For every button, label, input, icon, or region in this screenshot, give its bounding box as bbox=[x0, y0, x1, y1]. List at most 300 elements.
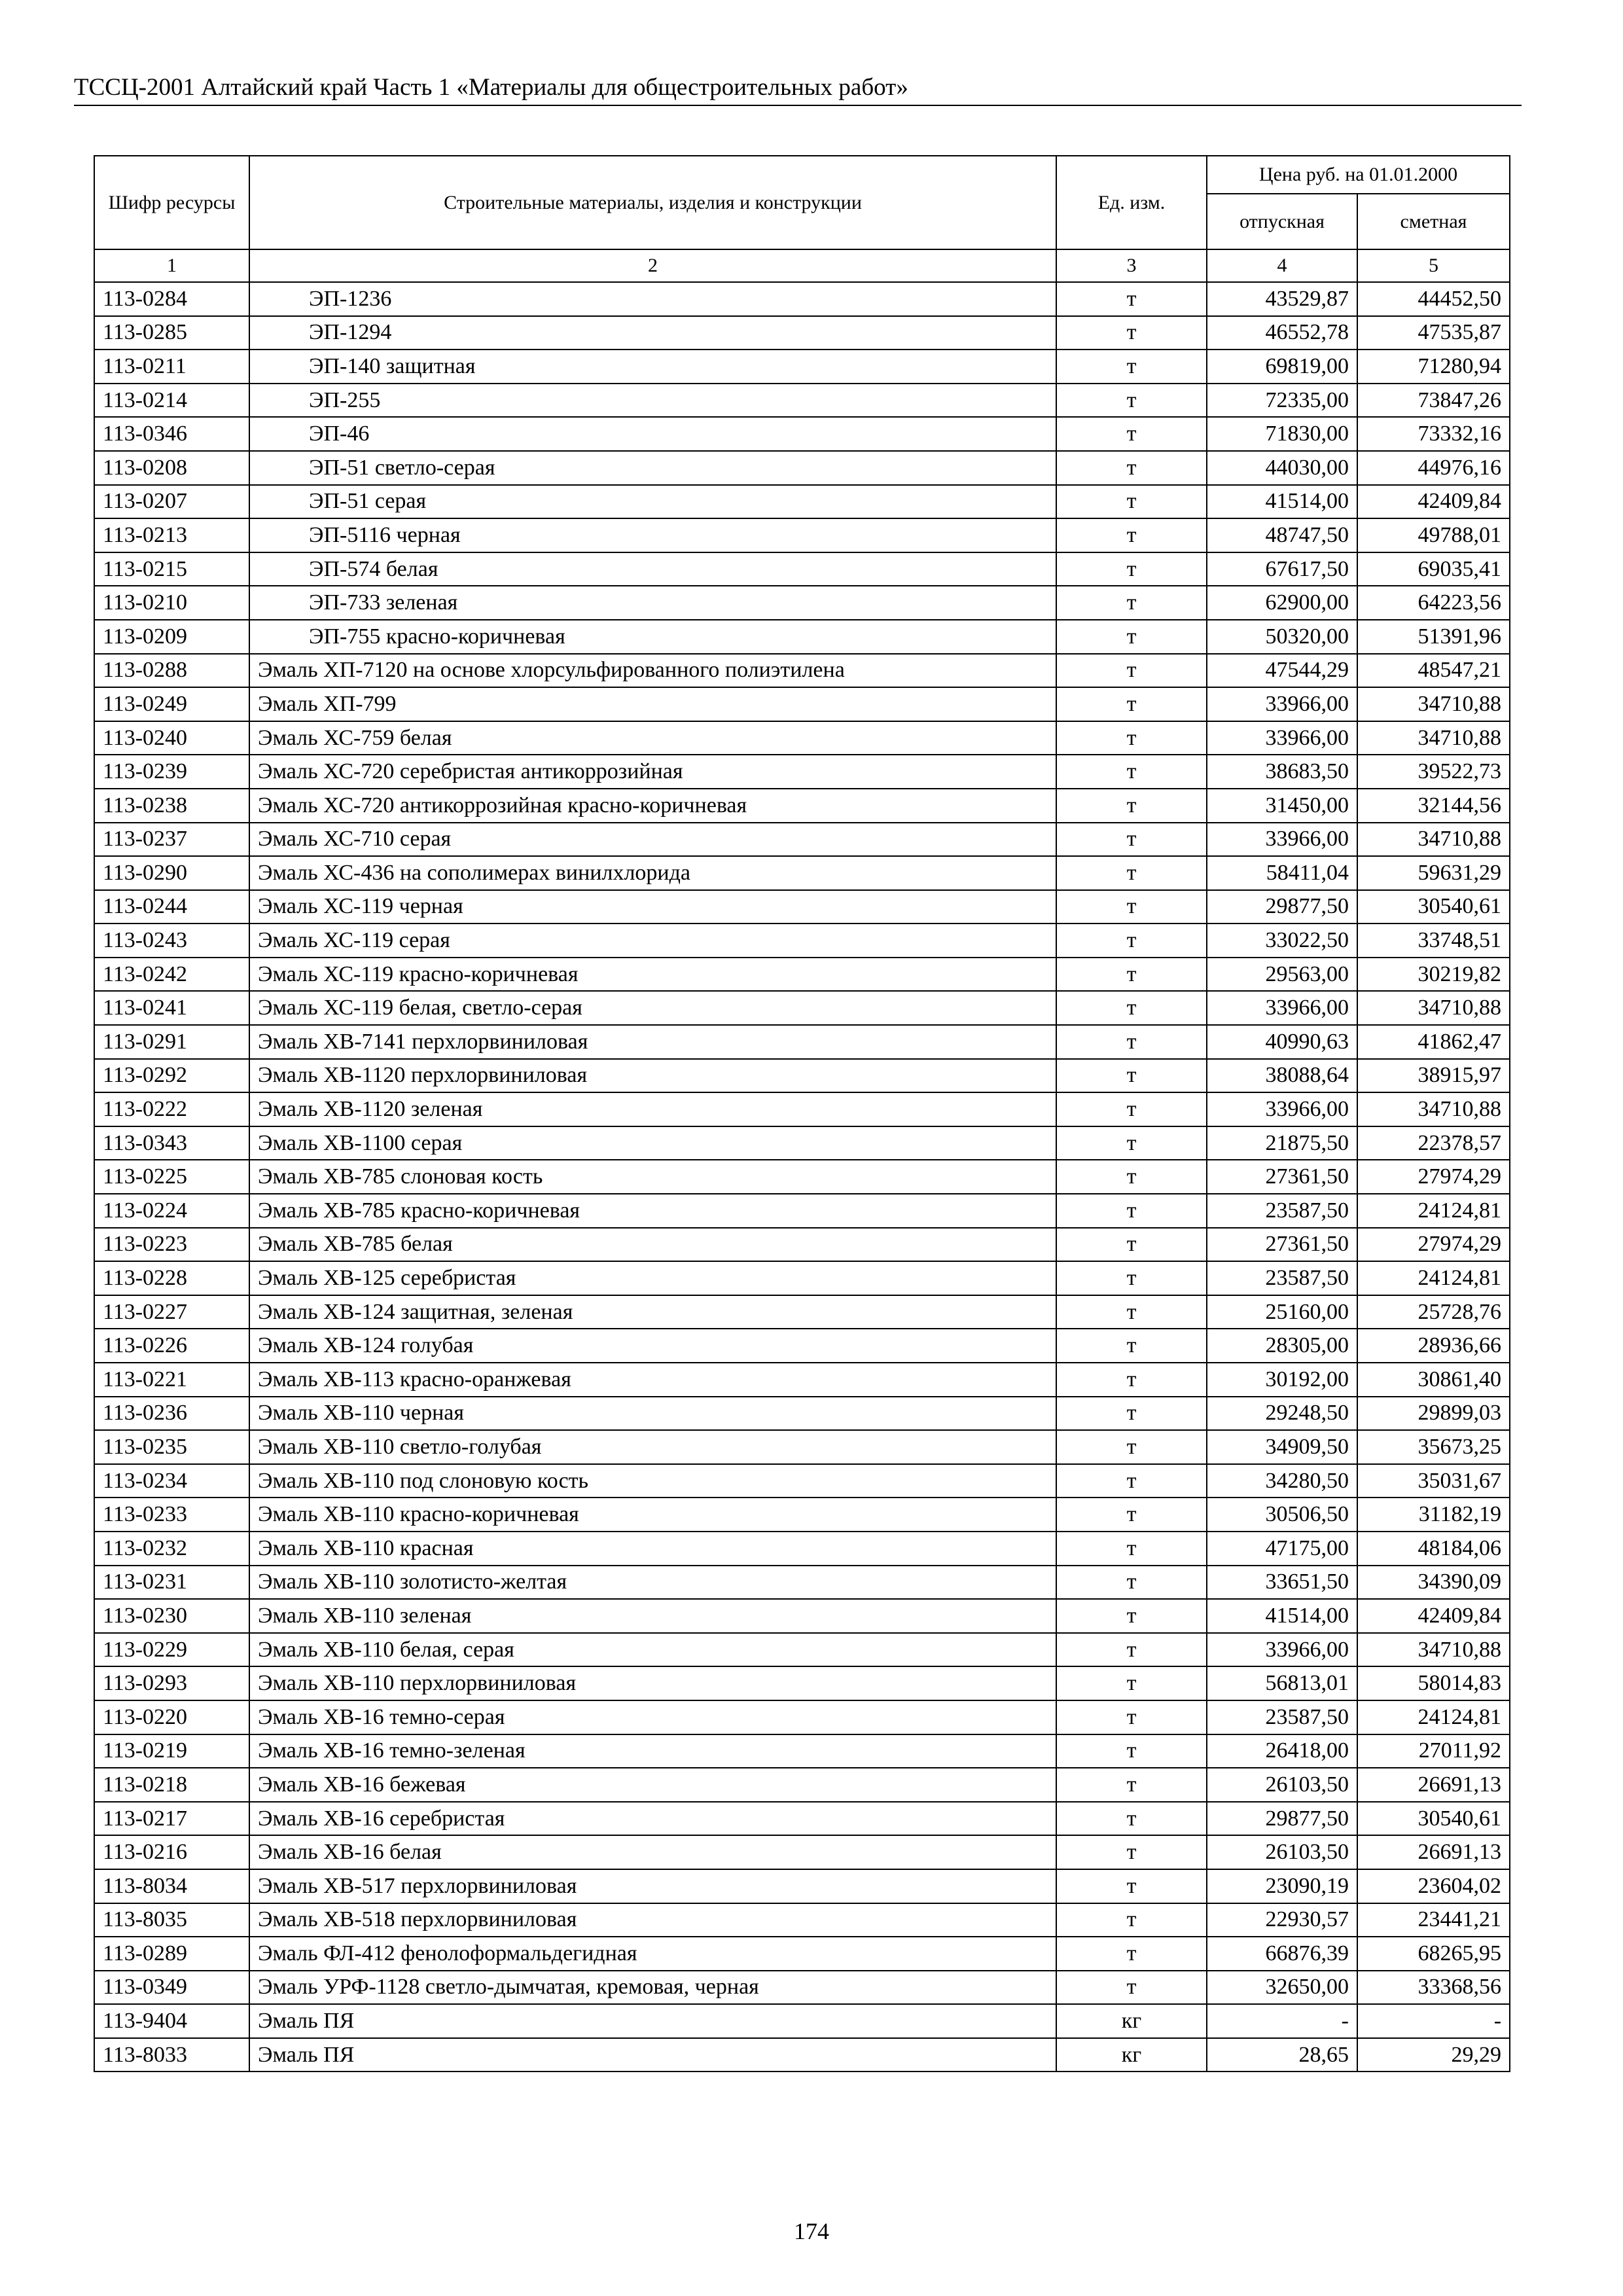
estimate-price: 27974,29 bbox=[1357, 1160, 1510, 1194]
estimate-price: 30540,61 bbox=[1357, 890, 1510, 924]
column-header-price-group: Цена руб. на 01.01.2000 bbox=[1207, 156, 1510, 194]
resource-code: 113-0220 bbox=[94, 1700, 249, 1734]
table-row bbox=[94, 890, 1510, 924]
material-name: Эмаль ХС-119 красно-коричневая bbox=[249, 958, 1056, 992]
unit-of-measure: т bbox=[1056, 586, 1207, 620]
table-row bbox=[94, 518, 1510, 552]
table-row bbox=[94, 417, 1510, 451]
table-row bbox=[94, 1464, 1510, 1498]
material-name: ЭП-1236 bbox=[249, 282, 1056, 316]
estimate-price: 28936,66 bbox=[1357, 1329, 1510, 1363]
release-price: 33966,00 bbox=[1207, 687, 1357, 721]
material-name: Эмаль УРФ-1128 светло-дымчатая, кремовая, черная bbox=[249, 1971, 1056, 2005]
unit-of-measure: т bbox=[1056, 417, 1207, 451]
resource-code: 113-0288 bbox=[94, 654, 249, 688]
table-row bbox=[94, 1430, 1510, 1464]
resource-code: 113-0222 bbox=[94, 1092, 249, 1126]
release-price: 29877,50 bbox=[1207, 1802, 1357, 1836]
resource-code: 113-0249 bbox=[94, 687, 249, 721]
estimate-price: 73332,16 bbox=[1357, 417, 1510, 451]
estimate-price: 30861,40 bbox=[1357, 1363, 1510, 1397]
estimate-price: 42409,84 bbox=[1357, 485, 1510, 519]
estimate-price: 34710,88 bbox=[1357, 1633, 1510, 1667]
unit-of-measure: кг bbox=[1056, 2004, 1207, 2038]
table-row bbox=[94, 823, 1510, 857]
release-price: 23587,50 bbox=[1207, 1261, 1357, 1295]
resource-code: 113-0293 bbox=[94, 1666, 249, 1700]
column-header-code: Шифр ресурсы bbox=[94, 156, 249, 249]
estimate-price: 22378,57 bbox=[1357, 1126, 1510, 1160]
material-name: ЭП-255 bbox=[249, 384, 1056, 418]
table-row bbox=[94, 2004, 1510, 2038]
table-row bbox=[94, 1126, 1510, 1160]
unit-of-measure: т bbox=[1056, 789, 1207, 823]
page-number: 174 bbox=[794, 2218, 829, 2244]
table-row bbox=[94, 451, 1510, 485]
resource-code: 113-0284 bbox=[94, 282, 249, 316]
resource-code: 113-8035 bbox=[94, 1903, 249, 1937]
material-name: Эмаль ХВ-517 перхлорвиниловая bbox=[249, 1869, 1056, 1903]
unit-of-measure: т bbox=[1056, 1599, 1207, 1633]
estimate-price: 31182,19 bbox=[1357, 1498, 1510, 1532]
estimate-price: 34710,88 bbox=[1357, 721, 1510, 755]
resource-code: 113-0241 bbox=[94, 991, 249, 1025]
release-price: 34280,50 bbox=[1207, 1464, 1357, 1498]
material-name: ЭП-5116 черная bbox=[249, 518, 1056, 552]
unit-of-measure: т bbox=[1056, 1566, 1207, 1600]
estimate-price: 35673,25 bbox=[1357, 1430, 1510, 1464]
estimate-price: 44976,16 bbox=[1357, 451, 1510, 485]
table-row bbox=[94, 755, 1510, 789]
material-name: Эмаль ХВ-785 красно-коричневая bbox=[249, 1194, 1056, 1228]
table-row bbox=[94, 1160, 1510, 1194]
resource-code: 113-0221 bbox=[94, 1363, 249, 1397]
release-price: 22930,57 bbox=[1207, 1903, 1357, 1937]
estimate-price: 48547,21 bbox=[1357, 654, 1510, 688]
unit-of-measure: т bbox=[1056, 1666, 1207, 1700]
material-name: Эмаль ХВ-16 темно-зеленая bbox=[249, 1734, 1056, 1768]
release-price: 66876,39 bbox=[1207, 1937, 1357, 1971]
resource-code: 113-0238 bbox=[94, 789, 249, 823]
material-name: Эмаль ХВ-110 красная bbox=[249, 1532, 1056, 1566]
material-name: Эмаль ХС-720 антикоррозийная красно-коричневая bbox=[249, 789, 1056, 823]
column-header-estimate: сметная bbox=[1357, 194, 1510, 249]
estimate-price: 41862,47 bbox=[1357, 1025, 1510, 1059]
estimate-price: 34710,88 bbox=[1357, 823, 1510, 857]
resource-code: 113-0232 bbox=[94, 1532, 249, 1566]
release-price: 58411,04 bbox=[1207, 856, 1357, 890]
material-name: Эмаль ХВ-124 защитная, зеленая bbox=[249, 1295, 1056, 1329]
release-price: - bbox=[1207, 2004, 1357, 2038]
table-row bbox=[94, 1802, 1510, 1836]
resource-code: 113-0209 bbox=[94, 620, 249, 654]
resource-code: 113-0239 bbox=[94, 755, 249, 789]
unit-of-measure: т bbox=[1056, 1802, 1207, 1836]
material-name: Эмаль ХВ-110 под слоновую кость bbox=[249, 1464, 1056, 1498]
release-price: 23090,19 bbox=[1207, 1869, 1357, 1903]
estimate-price: 24124,81 bbox=[1357, 1194, 1510, 1228]
resource-code: 113-0233 bbox=[94, 1498, 249, 1532]
release-price: 31450,00 bbox=[1207, 789, 1357, 823]
unit-of-measure: т bbox=[1056, 1092, 1207, 1126]
resource-code: 113-0210 bbox=[94, 586, 249, 620]
unit-of-measure: т bbox=[1056, 316, 1207, 350]
resource-code: 113-0289 bbox=[94, 1937, 249, 1971]
estimate-price: 23441,21 bbox=[1357, 1903, 1510, 1937]
table-row bbox=[94, 1666, 1510, 1700]
unit-of-measure: т bbox=[1056, 991, 1207, 1025]
table-row bbox=[94, 721, 1510, 755]
unit-of-measure: т bbox=[1056, 1768, 1207, 1802]
resource-code: 113-0215 bbox=[94, 552, 249, 586]
unit-of-measure: т bbox=[1056, 1059, 1207, 1093]
resource-code: 113-0224 bbox=[94, 1194, 249, 1228]
release-price: 33966,00 bbox=[1207, 1633, 1357, 1667]
resource-code: 113-0218 bbox=[94, 1768, 249, 1802]
material-name: ЭП-733 зеленая bbox=[249, 586, 1056, 620]
resource-code: 113-0291 bbox=[94, 1025, 249, 1059]
estimate-price: 64223,56 bbox=[1357, 586, 1510, 620]
resource-code: 113-0223 bbox=[94, 1228, 249, 1262]
estimate-price: 27011,92 bbox=[1357, 1734, 1510, 1768]
estimate-price: 29,29 bbox=[1357, 2038, 1510, 2072]
release-price: 33651,50 bbox=[1207, 1566, 1357, 1600]
release-price: 33022,50 bbox=[1207, 924, 1357, 958]
unit-of-measure: т bbox=[1056, 451, 1207, 485]
table-row bbox=[94, 1363, 1510, 1397]
unit-of-measure: т bbox=[1056, 687, 1207, 721]
material-name: Эмаль ФЛ-412 фенолоформальдегидная bbox=[249, 1937, 1056, 1971]
column-number: 2 bbox=[249, 249, 1056, 282]
unit-of-measure: т bbox=[1056, 1228, 1207, 1262]
price-table bbox=[94, 155, 1510, 2072]
table-row bbox=[94, 1025, 1510, 1059]
material-name: Эмаль ХВ-113 красно-оранжевая bbox=[249, 1363, 1056, 1397]
estimate-price: 51391,96 bbox=[1357, 620, 1510, 654]
table-row bbox=[94, 1734, 1510, 1768]
material-name: ЭП-755 красно-коричневая bbox=[249, 620, 1056, 654]
table-row bbox=[94, 1937, 1510, 1971]
unit-of-measure: т bbox=[1056, 890, 1207, 924]
table-row bbox=[94, 316, 1510, 350]
release-price: 26103,50 bbox=[1207, 1835, 1357, 1869]
material-name: Эмаль ХВ-16 темно-серая bbox=[249, 1700, 1056, 1734]
estimate-price: 23604,02 bbox=[1357, 1869, 1510, 1903]
table-row bbox=[94, 924, 1510, 958]
release-price: 27361,50 bbox=[1207, 1160, 1357, 1194]
release-price: 48747,50 bbox=[1207, 518, 1357, 552]
release-price: 43529,87 bbox=[1207, 282, 1357, 316]
unit-of-measure: т bbox=[1056, 856, 1207, 890]
table-row bbox=[94, 856, 1510, 890]
material-name: Эмаль ХВ-110 белая, серая bbox=[249, 1633, 1056, 1667]
page-header: ТССЦ-2001 Алтайский край Часть 1 «Материалы для общестроительных работ» bbox=[74, 73, 1522, 106]
release-price: 41514,00 bbox=[1207, 485, 1357, 519]
release-price: 33966,00 bbox=[1207, 1092, 1357, 1126]
estimate-price: 59631,29 bbox=[1357, 856, 1510, 890]
estimate-price: 34390,09 bbox=[1357, 1566, 1510, 1600]
table-row bbox=[94, 1599, 1510, 1633]
table-row bbox=[94, 282, 1510, 316]
unit-of-measure: т bbox=[1056, 384, 1207, 418]
unit-of-measure: т bbox=[1056, 1126, 1207, 1160]
unit-of-measure: т bbox=[1056, 350, 1207, 384]
material-name: Эмаль ХВ-16 серебристая bbox=[249, 1802, 1056, 1836]
estimate-price: 26691,13 bbox=[1357, 1835, 1510, 1869]
material-name: Эмаль ХВ-110 черная bbox=[249, 1397, 1056, 1431]
estimate-price: 71280,94 bbox=[1357, 350, 1510, 384]
material-name: Эмаль ХС-710 серая bbox=[249, 823, 1056, 857]
table-row bbox=[94, 1903, 1510, 1937]
table-row bbox=[94, 1532, 1510, 1566]
material-name: Эмаль ХВ-110 золотисто-желтая bbox=[249, 1566, 1056, 1600]
unit-of-measure: т bbox=[1056, 1329, 1207, 1363]
material-name: Эмаль ХС-119 серая bbox=[249, 924, 1056, 958]
release-price: 23587,50 bbox=[1207, 1700, 1357, 1734]
estimate-price: 33748,51 bbox=[1357, 924, 1510, 958]
release-price: 71830,00 bbox=[1207, 417, 1357, 451]
table-row bbox=[94, 2038, 1510, 2072]
release-price: 50320,00 bbox=[1207, 620, 1357, 654]
unit-of-measure: т bbox=[1056, 721, 1207, 755]
release-price: 26418,00 bbox=[1207, 1734, 1357, 1768]
release-price: 23587,50 bbox=[1207, 1194, 1357, 1228]
release-price: 40990,63 bbox=[1207, 1025, 1357, 1059]
resource-code: 113-0237 bbox=[94, 823, 249, 857]
unit-of-measure: т bbox=[1056, 924, 1207, 958]
table-row bbox=[94, 1498, 1510, 1532]
release-price: 72335,00 bbox=[1207, 384, 1357, 418]
unit-of-measure: т bbox=[1056, 1464, 1207, 1498]
release-price: 28305,00 bbox=[1207, 1329, 1357, 1363]
estimate-price: 24124,81 bbox=[1357, 1700, 1510, 1734]
unit-of-measure: т bbox=[1056, 1633, 1207, 1667]
table-row bbox=[94, 1869, 1510, 1903]
release-price: 47175,00 bbox=[1207, 1532, 1357, 1566]
table-row bbox=[94, 991, 1510, 1025]
material-name: Эмаль ХС-119 черная bbox=[249, 890, 1056, 924]
table-row bbox=[94, 350, 1510, 384]
resource-code: 113-0343 bbox=[94, 1126, 249, 1160]
resource-code: 113-0235 bbox=[94, 1430, 249, 1464]
unit-of-measure: т bbox=[1056, 552, 1207, 586]
resource-code: 113-0225 bbox=[94, 1160, 249, 1194]
material-name: ЭП-51 светло-серая bbox=[249, 451, 1056, 485]
material-name: ЭП-574 белая bbox=[249, 552, 1056, 586]
table-row bbox=[94, 1194, 1510, 1228]
table-row bbox=[94, 687, 1510, 721]
release-price: 29563,00 bbox=[1207, 958, 1357, 992]
table-row bbox=[94, 1228, 1510, 1262]
resource-code: 113-0349 bbox=[94, 1971, 249, 2005]
material-name: Эмаль ХС-759 белая bbox=[249, 721, 1056, 755]
material-name: Эмаль ХВ-110 красно-коричневая bbox=[249, 1498, 1056, 1532]
release-price: 47544,29 bbox=[1207, 654, 1357, 688]
estimate-price: 34710,88 bbox=[1357, 1092, 1510, 1126]
resource-code: 113-0228 bbox=[94, 1261, 249, 1295]
unit-of-measure: т bbox=[1056, 654, 1207, 688]
resource-code: 113-0292 bbox=[94, 1059, 249, 1093]
table-body bbox=[94, 282, 1510, 2072]
column-number: 5 bbox=[1357, 249, 1510, 282]
estimate-price: 69035,41 bbox=[1357, 552, 1510, 586]
estimate-price: 29899,03 bbox=[1357, 1397, 1510, 1431]
resource-code: 113-0216 bbox=[94, 1835, 249, 1869]
material-name: Эмаль ХП-7120 на основе хлорсульфированного полиэтилена bbox=[249, 654, 1056, 688]
material-name: ЭП-46 bbox=[249, 417, 1056, 451]
material-name: Эмаль ПЯ bbox=[249, 2004, 1056, 2038]
release-price: 21875,50 bbox=[1207, 1126, 1357, 1160]
resource-code: 113-0236 bbox=[94, 1397, 249, 1431]
estimate-price: 48184,06 bbox=[1357, 1532, 1510, 1566]
estimate-price: 44452,50 bbox=[1357, 282, 1510, 316]
estimate-price: 58014,83 bbox=[1357, 1666, 1510, 1700]
release-price: 25160,00 bbox=[1207, 1295, 1357, 1329]
column-number: 3 bbox=[1056, 249, 1207, 282]
unit-of-measure: т bbox=[1056, 1700, 1207, 1734]
material-name: Эмаль ХВ-110 светло-голубая bbox=[249, 1430, 1056, 1464]
resource-code: 113-0211 bbox=[94, 350, 249, 384]
release-price: 56813,01 bbox=[1207, 1666, 1357, 1700]
estimate-price: 26691,13 bbox=[1357, 1768, 1510, 1802]
resource-code: 113-0242 bbox=[94, 958, 249, 992]
material-name: Эмаль ХВ-785 слоновая кость bbox=[249, 1160, 1056, 1194]
resource-code: 113-0290 bbox=[94, 856, 249, 890]
resource-code: 113-0208 bbox=[94, 451, 249, 485]
table-row bbox=[94, 654, 1510, 688]
resource-code: 113-0346 bbox=[94, 417, 249, 451]
material-name: Эмаль ХВ-7141 перхлорвиниловая bbox=[249, 1025, 1056, 1059]
unit-of-measure: т bbox=[1056, 1498, 1207, 1532]
material-name: Эмаль ХВ-785 белая bbox=[249, 1228, 1056, 1262]
table-row bbox=[94, 1059, 1510, 1093]
resource-code: 113-0229 bbox=[94, 1633, 249, 1667]
unit-of-measure: т bbox=[1056, 1532, 1207, 1566]
table-row bbox=[94, 586, 1510, 620]
column-header-name: Строительные материалы, изделия и конструкции bbox=[249, 156, 1056, 249]
resource-code: 113-0243 bbox=[94, 924, 249, 958]
resource-code: 113-0226 bbox=[94, 1329, 249, 1363]
table-row bbox=[94, 1700, 1510, 1734]
resource-code: 113-0240 bbox=[94, 721, 249, 755]
table-row bbox=[94, 1261, 1510, 1295]
unit-of-measure: т bbox=[1056, 1025, 1207, 1059]
release-price: 69819,00 bbox=[1207, 350, 1357, 384]
release-price: 33966,00 bbox=[1207, 721, 1357, 755]
material-name: Эмаль ХВ-1120 зеленая bbox=[249, 1092, 1056, 1126]
table-row bbox=[94, 1835, 1510, 1869]
release-price: 29877,50 bbox=[1207, 890, 1357, 924]
release-price: 44030,00 bbox=[1207, 451, 1357, 485]
resource-code: 113-0227 bbox=[94, 1295, 249, 1329]
table-row bbox=[94, 789, 1510, 823]
resource-code: 113-8033 bbox=[94, 2038, 249, 2072]
unit-of-measure: т bbox=[1056, 823, 1207, 857]
unit-of-measure: т bbox=[1056, 958, 1207, 992]
unit-of-measure: т bbox=[1056, 1194, 1207, 1228]
unit-of-measure: т bbox=[1056, 1971, 1207, 2005]
material-name: Эмаль ХВ-1100 серая bbox=[249, 1126, 1056, 1160]
material-name: Эмаль ХВ-124 голубая bbox=[249, 1329, 1056, 1363]
estimate-price: - bbox=[1357, 2004, 1510, 2038]
material-name: ЭП-51 серая bbox=[249, 485, 1056, 519]
estimate-price: 39522,73 bbox=[1357, 755, 1510, 789]
unit-of-measure: т bbox=[1056, 1430, 1207, 1464]
table-row bbox=[94, 485, 1510, 519]
column-number: 1 bbox=[94, 249, 249, 282]
resource-code: 113-8034 bbox=[94, 1869, 249, 1903]
table-row bbox=[94, 1633, 1510, 1667]
material-name: Эмаль ХС-436 на сополимерах винилхлорида bbox=[249, 856, 1056, 890]
resource-code: 113-0285 bbox=[94, 316, 249, 350]
material-name: Эмаль ХС-119 белая, светло-серая bbox=[249, 991, 1056, 1025]
estimate-price: 38915,97 bbox=[1357, 1059, 1510, 1093]
release-price: 46552,78 bbox=[1207, 316, 1357, 350]
release-price: 32650,00 bbox=[1207, 1971, 1357, 2005]
material-name: Эмаль ХВ-1120 перхлорвиниловая bbox=[249, 1059, 1056, 1093]
estimate-price: 68265,95 bbox=[1357, 1937, 1510, 1971]
unit-of-measure: т bbox=[1056, 1261, 1207, 1295]
unit-of-measure: т bbox=[1056, 1295, 1207, 1329]
material-name: Эмаль ХП-799 bbox=[249, 687, 1056, 721]
resource-code: 113-0217 bbox=[94, 1802, 249, 1836]
table-row bbox=[94, 384, 1510, 418]
estimate-price: 47535,87 bbox=[1357, 316, 1510, 350]
table-row bbox=[94, 1092, 1510, 1126]
unit-of-measure: т bbox=[1056, 282, 1207, 316]
table-row bbox=[94, 958, 1510, 992]
column-header-unit: Ед. изм. bbox=[1056, 156, 1207, 249]
estimate-price: 33368,56 bbox=[1357, 1971, 1510, 2005]
release-price: 34909,50 bbox=[1207, 1430, 1357, 1464]
resource-code: 113-0213 bbox=[94, 518, 249, 552]
unit-of-measure: т bbox=[1056, 485, 1207, 519]
resource-code: 113-0230 bbox=[94, 1599, 249, 1633]
estimate-price: 30219,82 bbox=[1357, 958, 1510, 992]
unit-of-measure: т bbox=[1056, 518, 1207, 552]
column-header-release: отпускная bbox=[1207, 194, 1357, 249]
release-price: 30506,50 bbox=[1207, 1498, 1357, 1532]
estimate-price: 24124,81 bbox=[1357, 1261, 1510, 1295]
unit-of-measure: т bbox=[1056, 1734, 1207, 1768]
release-price: 33966,00 bbox=[1207, 991, 1357, 1025]
release-price: 41514,00 bbox=[1207, 1599, 1357, 1633]
table-row bbox=[94, 1566, 1510, 1600]
table-row bbox=[94, 620, 1510, 654]
estimate-price: 35031,67 bbox=[1357, 1464, 1510, 1498]
resource-code: 113-0244 bbox=[94, 890, 249, 924]
resource-code: 113-0219 bbox=[94, 1734, 249, 1768]
table-row bbox=[94, 1971, 1510, 2005]
resource-code: 113-0214 bbox=[94, 384, 249, 418]
table-row bbox=[94, 552, 1510, 586]
estimate-price: 32144,56 bbox=[1357, 789, 1510, 823]
estimate-price: 73847,26 bbox=[1357, 384, 1510, 418]
unit-of-measure: т bbox=[1056, 1363, 1207, 1397]
unit-of-measure: т bbox=[1056, 1397, 1207, 1431]
material-name: Эмаль ХВ-125 серебристая bbox=[249, 1261, 1056, 1295]
estimate-price: 49788,01 bbox=[1357, 518, 1510, 552]
resource-code: 113-0234 bbox=[94, 1464, 249, 1498]
estimate-price: 30540,61 bbox=[1357, 1802, 1510, 1836]
estimate-price: 42409,84 bbox=[1357, 1599, 1510, 1633]
estimate-price: 34710,88 bbox=[1357, 687, 1510, 721]
column-number: 4 bbox=[1207, 249, 1357, 282]
material-name: ЭП-140 защитная bbox=[249, 350, 1056, 384]
material-name: Эмаль ПЯ bbox=[249, 2038, 1056, 2072]
release-price: 29248,50 bbox=[1207, 1397, 1357, 1431]
release-price: 38683,50 bbox=[1207, 755, 1357, 789]
